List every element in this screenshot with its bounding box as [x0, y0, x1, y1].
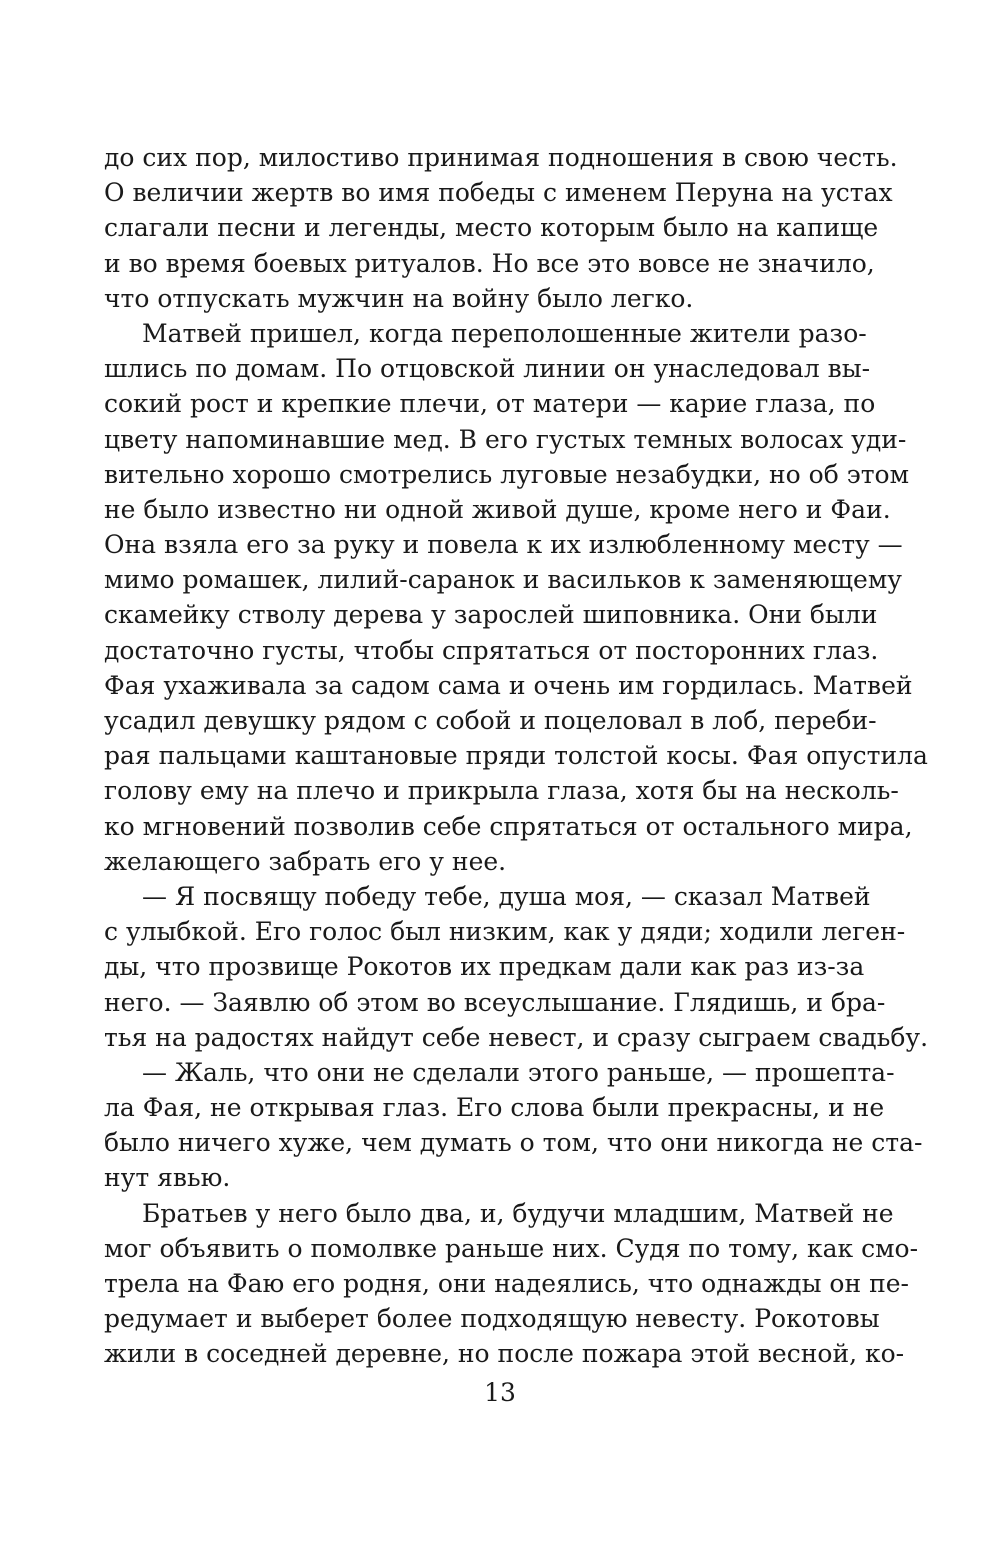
text-line: шлись по домам. По отцовской линии он унаследовал вы-	[104, 354, 871, 384]
text-line: мог объявить о помолвке раньше них. Судя по тому, как смо-	[104, 1233, 919, 1263]
text-line: редумает и выберет более подходящую невесту. Рокотовы	[104, 1304, 880, 1334]
text-line: ко мгновений позволив себе спрятаться от остального мира,	[104, 811, 913, 841]
text-line: жили в соседней деревне, но после пожара этой весной, ко-	[104, 1339, 905, 1369]
text-line: трела на Фаю его родня, они надеялись, что однажды он пе-	[104, 1269, 909, 1298]
text-line: — Жаль, что они не сделали этого раньше, — прошепта-	[142, 1057, 895, 1087]
text-line: Фая ухаживала за садом сама и очень им гордилась. Матвей	[104, 670, 913, 700]
text-line: тья на радостях найдут себе невест, и сразу сыграем свадьбу.	[104, 1022, 929, 1052]
text-line: скамейку стволу дерева у зарослей шиповника. Они были	[104, 600, 878, 630]
text-line: усадил девушку рядом с собой и поцеловал в лоб, переби-	[104, 706, 877, 735]
text-line: Матвей пришел, когда переполошенные жители разо-	[142, 318, 867, 348]
text-line: мимо ромашек, лилий-саранок и васильков к заменяющему	[104, 565, 902, 595]
text-line: вительно хорошо смотрелись луговые незабудки, но об этом	[104, 459, 910, 489]
text-line: — Я посвящу победу тебе, душа моя, — сказал Матвей	[142, 881, 871, 911]
text-line: цвету напоминавшие мед. В его густых темных волосах уди-	[104, 424, 907, 454]
text-line: и во время боевых ритуалов. Но все это вовсе не значило,	[104, 248, 875, 278]
text-line: что отпускать мужчин на войну было легко.	[104, 283, 694, 313]
text-line: Она взяла его за руку и повела к их излюбленному месту —	[104, 530, 903, 560]
text-line: сокий рост и крепкие плечи, от матери — карие глаза, по	[104, 389, 876, 419]
text-line: ды, что прозвище Рокотов их предкам дали как раз из-за	[104, 952, 865, 982]
text-line: него. — Заявлю об этом во всеуслышание. Глядишь, и бра-	[104, 987, 886, 1017]
text-line: ла Фая, не открывая глаз. Его слова были прекрасны, и не	[104, 1093, 885, 1123]
text-line: О величии жертв во имя победы с именем Перуна на устах	[104, 178, 893, 208]
text-line: не было известно ни одной живой душе, кроме него и Фаи.	[104, 494, 891, 524]
text-line: с улыбкой. Его голос был низким, как у дяди; ходили леген-	[104, 917, 906, 947]
text-line: желающего забрать его у нее.	[104, 846, 507, 876]
text-line: достаточно густы, чтобы спрятаться от посторонних глаз.	[104, 635, 879, 665]
text-line: голову ему на плечо и прикрыла глаза, хотя бы на несколь-	[104, 776, 899, 806]
text-line: до сих пор, милостиво принимая подношения в свою честь.	[104, 143, 898, 172]
text-line: слагали песни и легенды, место которым было на капище	[104, 213, 879, 243]
body-text	[104, 140, 929, 1372]
text-line: Братьев у него было два, и, будучи младшим, Матвей не	[142, 1198, 894, 1228]
text-line: было ничего хуже, чем думать о том, что они никогда не ста-	[104, 1128, 923, 1158]
text-line: рая пальцами каштановые пряди толстой косы. Фая опустила	[104, 741, 928, 771]
page-number: 13	[484, 1378, 516, 1407]
text-line: нут явью.	[104, 1163, 231, 1193]
